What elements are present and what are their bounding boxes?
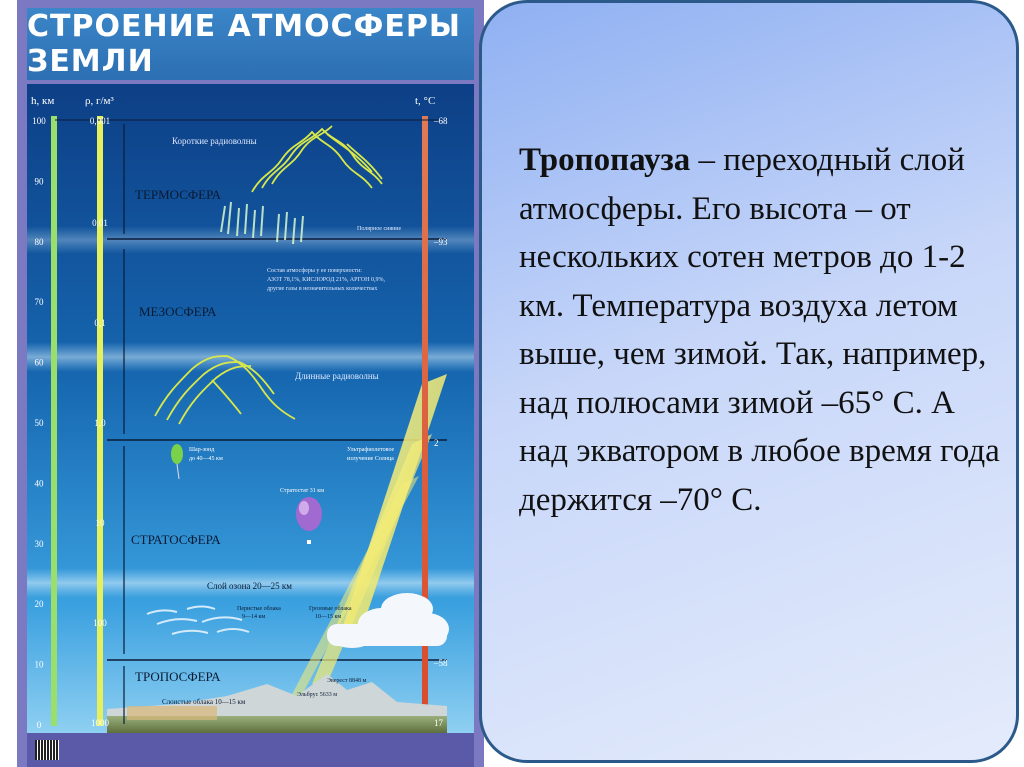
label-balloon-probe-1: Шар-зонд: [189, 447, 215, 453]
layer-name: ТРОПОСФЕРА: [135, 669, 221, 684]
height-tick-label: 90: [34, 176, 44, 187]
label-short-waves: Короткие радиоволны: [172, 136, 257, 146]
label-elbrus: Эльбрус 5633 м: [297, 692, 338, 698]
temperature-tick-label: –93: [434, 237, 448, 247]
layer-name: СТРАТОСФЕРА: [131, 532, 221, 547]
label-balloon-probe-2: до 40—45 км: [189, 456, 223, 462]
label-composition-1: Состав атмосферы у ее поверхности:: [267, 268, 362, 274]
temperature-tick-label: 17: [434, 718, 443, 728]
layer-name: МЕЗОСФЕРА: [139, 304, 217, 319]
label-composition-3: другие газы в незначительных количествах: [267, 286, 378, 292]
axis-rho-label: ρ, г/м³: [85, 95, 114, 107]
label-cirrus-2: 9—14 км: [242, 614, 266, 620]
info-text: [519, 136, 1009, 524]
glow-band-thermopause: [27, 226, 474, 254]
label-everest: Эверест 8848 м: [327, 678, 367, 684]
density-tick-label: 1,0: [94, 418, 106, 428]
density-tick-label: 1000: [91, 718, 109, 728]
label-storm-1: Грозовые облака: [309, 606, 352, 612]
label-stratus: Слоистые облака 10—15 км: [162, 698, 246, 706]
height-tick-label: 70: [34, 297, 44, 308]
ground-left-sand: [127, 706, 217, 720]
info-body: – переходный слой атмосферы. Его высота – от нескольких сотен метров до 1-2 км. Температура воздуха летом выше, чем зимой. Так, например, над полюсами зимой –65° С. А над экватором в любое время года держится –70° С.: [519, 142, 1000, 518]
label-uv-2: излучение Солнца: [347, 456, 394, 462]
stratostat-highlight: [299, 501, 309, 515]
density-tick-label: 0,01: [92, 218, 108, 228]
layer-name: ТЕРМОСФЕРА: [135, 187, 222, 202]
info-term: Тропопауза: [519, 142, 691, 178]
height-tick-label: 100: [32, 116, 46, 126]
poster-title: СТРОЕНИЕ АТМОСФЕРЫ ЗЕМЛИ: [27, 8, 474, 80]
axis-h-label: h, км: [31, 95, 55, 107]
label-ozone: Слой озона 20—25 км: [207, 581, 292, 591]
poster-footer: [27, 733, 474, 767]
temperature-tick-label: –68: [434, 116, 448, 126]
label-aurora: Полярное сияние: [357, 226, 402, 232]
label-stratostat: Стратостат 31 км: [280, 488, 325, 494]
density-tick-label: 100: [93, 618, 107, 628]
height-tick-label: 50: [34, 418, 44, 428]
atmosphere-poster: [17, 0, 484, 767]
height-scale-bar: [51, 116, 57, 726]
label-cirrus-1: Перистые облака: [237, 606, 281, 612]
height-tick-label: 20: [34, 599, 44, 610]
poster-inner: [27, 0, 474, 767]
label-composition-2: АЗОТ 78,1%, КИСЛОРОД 21%, АРГОН 0,9%,: [267, 277, 385, 283]
height-tick-label: 60: [34, 357, 44, 368]
weather-balloon: [171, 444, 183, 464]
height-tick-label: 80: [34, 236, 44, 247]
height-tick-label: 10: [34, 659, 44, 670]
density-tick-label: 10: [95, 518, 105, 528]
info-panel: [479, 0, 1019, 763]
temperature-tick-label: 2: [434, 438, 439, 448]
atmosphere-diagram: [27, 84, 474, 734]
density-tick-label: 0,1: [94, 318, 106, 328]
stratostat-gondola: [307, 540, 311, 544]
label-uv-1: Ультрафиолетовое: [347, 447, 395, 453]
barcode: [35, 740, 59, 760]
stratostat: [296, 497, 322, 531]
density-tick-label: 0,001: [89, 116, 111, 126]
temperature-tick-label: –58: [434, 658, 448, 668]
axis-t-label: t, °C: [415, 95, 436, 107]
label-storm-2: 10—15 км: [315, 614, 342, 620]
label-long-waves: Длинные радиоволны: [295, 371, 379, 381]
height-tick-label: 40: [34, 478, 44, 489]
height-tick-label: 0: [36, 720, 42, 730]
height-tick-label: 30: [34, 538, 44, 549]
